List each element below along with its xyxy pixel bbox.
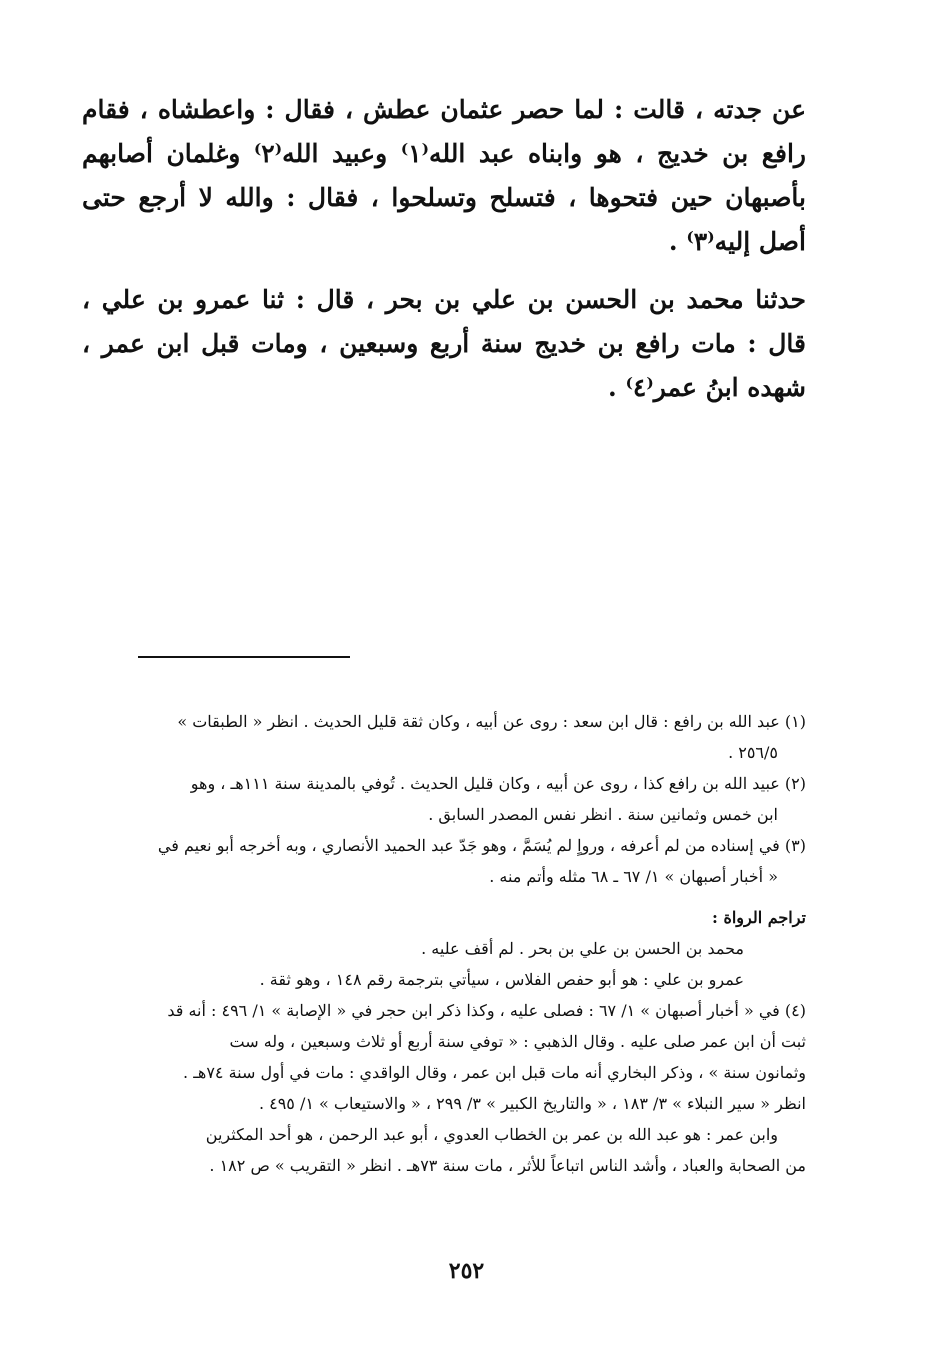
ibn-umar-line-2: من الصحابة والعباد ، وأشد الناس اتباعاً للأثر ، مات سنة ٧٣هـ . انظر « التقريب » ص ١٨٢ . <box>209 1156 806 1175</box>
main-text <box>82 88 806 424</box>
footnote-4-line-3: وثمانون سنة » ، وذكر البخاري أنه مات قبل ابن عمر ، وقال الواقدي : مات في أول سنة ٧٤هـ . <box>183 1063 806 1082</box>
footnotes <box>82 706 806 1181</box>
ibn-umar-line-1: وابن عمر : هو عبد الله بن عمر بن الخطاب العدوي ، أبو عبد الرحمن ، هو أحد المكثرين <box>205 1125 778 1144</box>
footnote-2-line-1: (٢) عبيد الله بن رافع كذا ، روى عن أبيه ، وكان قليل الحديث . تُوفي بالمدينة سنة ١١١هـ ، وهو <box>190 774 806 793</box>
narrator-2: عمرو بن علي : هو أبو حفص الفلاس ، سيأتي بترجمة رقم ١٤٨ ، وهو ثقة . <box>259 970 744 989</box>
footnote-3-line-1: (٣) في إسناده من لم أعرفه ، ورواٍ لم يُسَمَّ ، وهو جَدّ عبد الحميد الأنصاري ، وبه أخرجه أبو نعيم في <box>157 836 806 855</box>
narrators-heading: تراجم الرواة : <box>711 908 806 927</box>
footnote-4-line-2: ثبت أن ابن عمر صلى عليه . وقال الذهبي : « توفي سنة أربع أو ثلاث وسبعين ، وله ست <box>229 1032 806 1051</box>
footnote-4-line-4: انظر « سير النبلاء » ٣/ ١٨٣ ، « والتاريخ الكبير » ٣/ ٢٩٩ ، « والاستيعاب » ١/ ٤٩٥ . <box>258 1094 806 1113</box>
paragraph-2: حدثنا محمد بن الحسن بن علي بن بحر ، قال : ثنا عمرو بن علي ، قال : مات رافع بن خديج سنة أربع وسبعين ، ومات قبل ابن عمر ، شهده ابنُ عمر⁽٤⁾ . <box>82 285 806 402</box>
paragraph-1: عن جدته ، قالت : لما حصر عثمان عطش ، فقال : واعطشاه ، فقام رافع بن خديج ، هو وابناه عبد الله⁽١⁾ وعبيد الله⁽٢⁾ وغلمان أصابهم بأصبهان حين فتحوها ، فتسلح وتسلحوا ، فقال : والله لا أرجع حتى أصل إليه⁽٣⁾ . <box>82 95 807 256</box>
footnote-2-line-2: ابن خمس وثمانين سنة . انظر نفس المصدر السابق . <box>428 805 778 824</box>
page-number: ٢٥٢ <box>448 1258 485 1284</box>
footnote-3-line-2: « أخبار أصبهان » ١/ ٦٧ ـ ٦٨ مثله وأتم منه . <box>489 867 778 886</box>
footnote-divider <box>138 656 350 658</box>
footnote-1-line-2: ٢٥٦/٥ . <box>728 743 778 762</box>
narrator-1: محمد بن الحسن بن علي بن بحر . لم أقف عليه . <box>421 939 744 958</box>
footnote-4-line-1: (٤) في « أخبار أصبهان » ١/ ٦٧ : فصلى عليه ، وكذا ذكر ابن حجر في « الإصابة » ١/ ٤٩٦ : أنه قد <box>167 1001 806 1020</box>
footnote-1-line-1: (١) عبد الله بن رافع : قال ابن سعد : روى عن أبيه ، وكان ثقة قليل الحديث . انظر « الطبقات » <box>177 712 806 731</box>
